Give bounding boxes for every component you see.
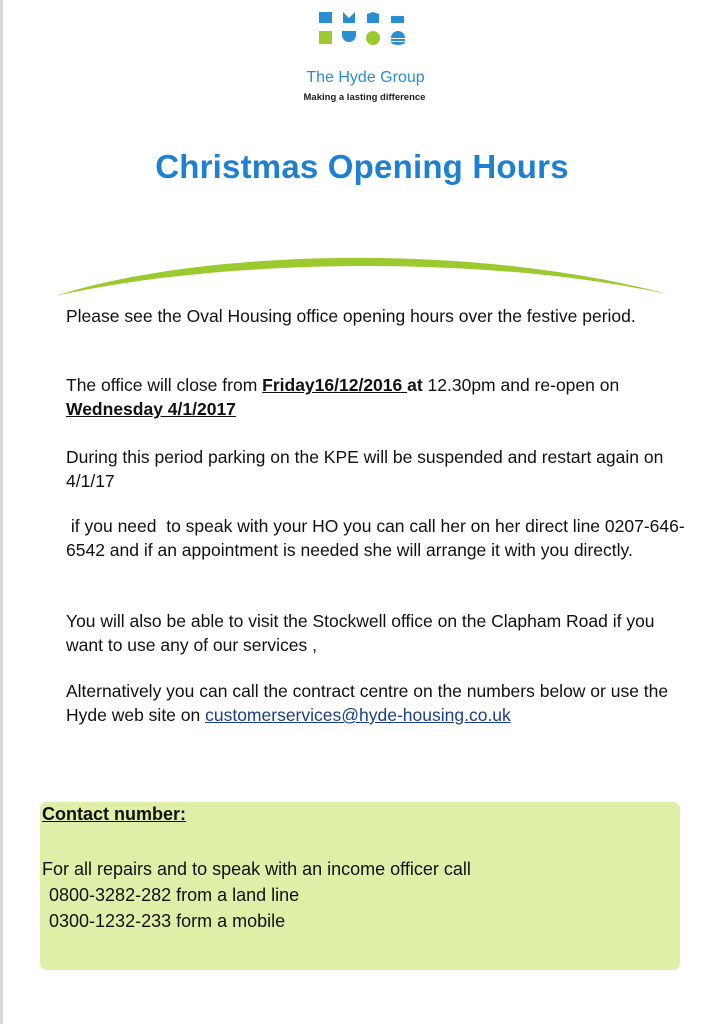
contact-centre-paragraph <box>66 679 686 727</box>
page-title: Christmas Opening Hours <box>155 148 569 185</box>
contact-centre-text: Alternatively you can call the contract centre on the numbers below or use the Hyde web site on <box>66 681 669 725</box>
green-swoosh-decoration <box>55 238 670 303</box>
brand-tagline: Making a lasting difference <box>303 92 426 103</box>
contact-line-landline: 0800-3282-282 from a land line <box>44 885 300 905</box>
brand-name: The Hyde Group <box>306 69 425 86</box>
parking-paragraph: During this period parking on the KPE will be suspended and restart again on 4/1/17 <box>66 447 664 491</box>
contact-line-mobile: 0300-1232-233 form a mobile <box>44 911 286 931</box>
housing-officer-paragraph: if you need to speak with your HO you can call her on her direct line 0207-646-6542 and if an appointment is needed she will arrange it with you directly. <box>66 516 685 560</box>
at-word: at <box>407 375 423 395</box>
contact-heading: Contact number: <box>42 804 186 824</box>
closing-text-middle: 12.30pm and re-open on <box>422 375 620 395</box>
contact-lines <box>42 856 662 934</box>
intro-paragraph: Please see the Oval Housing office opening hours over the festive period. <box>66 306 636 326</box>
customer-services-email-link[interactable]: customerservices@hyde-housing.co.uk <box>205 705 511 725</box>
hyde-logo-icon <box>317 10 407 60</box>
contact-line-repairs: For all repairs and to speak with an income officer call <box>42 859 471 879</box>
reopen-date: Wednesday 4/1/2017 <box>66 399 236 419</box>
close-date: Friday16/12/2016 <box>262 375 408 395</box>
closing-dates-paragraph <box>66 373 686 421</box>
closing-text-before: The office will close from <box>66 375 263 395</box>
stockwell-office-paragraph: You will also be able to visit the Stockwell office on the Clapham Road if you want to use any of our services , <box>66 611 655 655</box>
